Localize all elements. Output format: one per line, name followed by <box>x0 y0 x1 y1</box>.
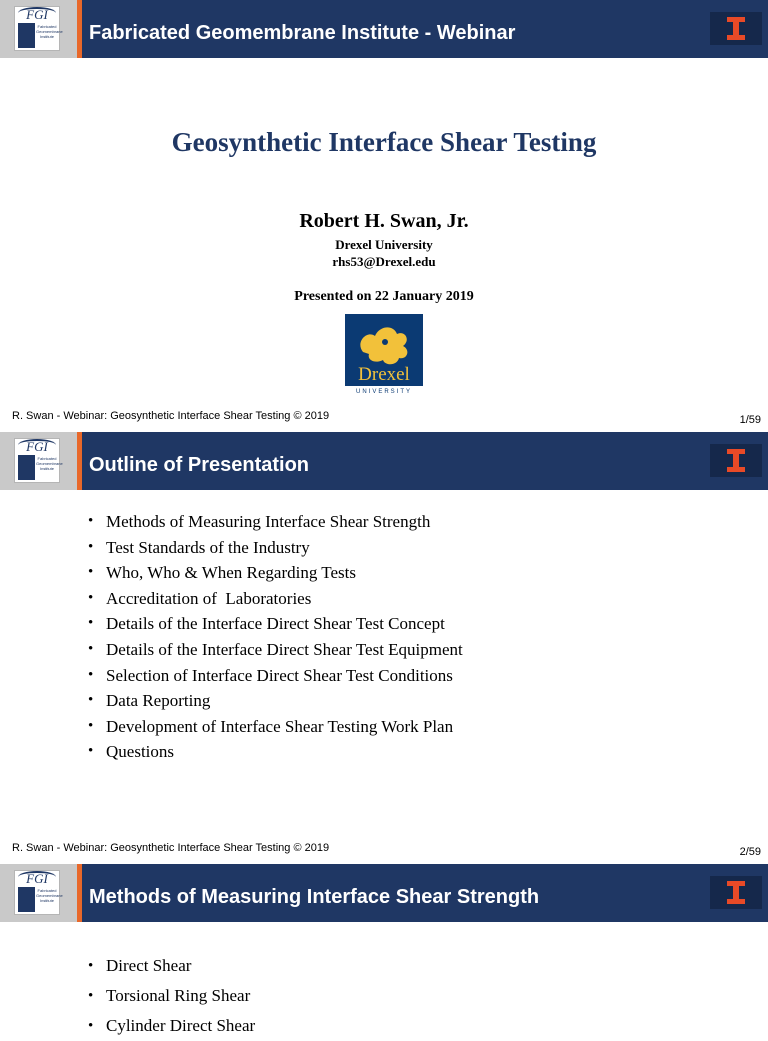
bullet-icon: • <box>88 589 94 606</box>
bullet-icon: • <box>88 513 94 529</box>
author-affiliation <box>0 236 768 270</box>
methods-list <box>88 951 255 1041</box>
list-item: • Cylinder Direct Shear <box>88 1011 255 1041</box>
fgi-logo <box>14 870 63 915</box>
accent-bar <box>77 432 82 490</box>
bullet-icon: • <box>88 538 94 555</box>
slide-footer: R. Swan - Webinar: Geosynthetic Interface Shear Testing © 2019 <box>12 842 330 854</box>
list-item: • Development of Interface Shear Testing Work Plan <box>88 714 463 740</box>
bullet-icon: • <box>88 958 94 974</box>
slide-header-banner <box>0 432 768 490</box>
accent-bar <box>77 0 82 58</box>
slide-3 <box>0 864 768 1035</box>
list-item: • Methods of Measuring Interface Shear Strength <box>88 509 463 535</box>
author-email: rhs53@Drexel.edu <box>332 254 436 269</box>
drexel-university-logo <box>345 314 423 394</box>
bullet-icon: • <box>88 1018 94 1034</box>
fgi-logo <box>14 6 63 51</box>
list-item: • Data Reporting <box>88 688 463 714</box>
university-wordmark: UNIVERSITY <box>355 389 413 394</box>
drexel-wordmark: Drexel <box>358 364 410 385</box>
bullet-icon: • <box>88 640 94 657</box>
bullet-icon: • <box>88 692 94 709</box>
list-item: • Questions <box>88 739 463 765</box>
illinois-i-icon <box>727 881 745 904</box>
illinois-logo <box>710 444 762 477</box>
author-name: Robert H. Swan, Jr. <box>299 210 469 232</box>
slide-footer: R. Swan - Webinar: Geosynthetic Interface Shear Testing © 2019 <box>12 410 330 422</box>
illinois-i-icon <box>727 449 745 472</box>
list-item: • Test Standards of the Industry <box>88 535 463 561</box>
page-number: 1/59 <box>739 414 761 426</box>
header-title: Fabricated Geomembrane Institute - Webinar <box>89 22 516 44</box>
fgi-logo <box>14 438 63 483</box>
bullet-icon: • <box>88 743 94 760</box>
list-item: • Direct Shear <box>88 951 255 981</box>
presentation-date: Presented on 22 January 2019 <box>294 289 474 304</box>
presentation-title: Geosynthetic Interface Shear Testing <box>171 127 597 157</box>
slide-header-banner <box>0 0 768 58</box>
slide-header-banner <box>0 864 768 922</box>
fgi-logo-subtext: Fabricated Geomembrane Institute <box>36 24 63 39</box>
illinois-i-icon <box>727 17 745 40</box>
affiliation-text: Drexel University <box>335 237 433 252</box>
header-title: Outline of Presentation <box>89 454 310 476</box>
fgi-logo-subtext: Fabricated Geomembrane Institute <box>36 888 63 903</box>
bullet-icon: • <box>88 564 94 581</box>
list-item: • Details of the Interface Direct Shear Test Concept <box>88 611 463 637</box>
list-item: • Details of the Interface Direct Shear Test Equipment <box>88 637 463 663</box>
fgi-logo-mark: FGI <box>26 439 48 454</box>
list-item: • Selection of Interface Direct Shear Test Conditions <box>88 663 463 689</box>
slide-2 <box>0 432 768 864</box>
fgi-logo-mark: FGI <box>26 7 48 22</box>
illinois-logo <box>710 876 762 909</box>
list-item: • Who, Who & When Regarding Tests <box>88 560 463 586</box>
list-item: • Torsional Ring Shear <box>88 981 255 1011</box>
accent-bar <box>77 864 82 922</box>
fgi-logo-subtext: Fabricated Geomembrane Institute <box>36 456 63 471</box>
slide-1 <box>0 0 768 432</box>
outline-list <box>88 509 463 765</box>
fgi-logo-mark: FGI <box>26 871 48 886</box>
bullet-icon: • <box>88 615 94 632</box>
bullet-icon: • <box>88 717 94 734</box>
list-item: • Accreditation of Laboratories <box>88 586 463 612</box>
header-title: Methods of Measuring Interface Shear Strength <box>89 886 540 908</box>
bullet-icon: • <box>88 666 94 683</box>
bullet-icon: • <box>88 988 94 1004</box>
illinois-logo <box>710 12 762 45</box>
page-number: 2/59 <box>739 846 761 858</box>
